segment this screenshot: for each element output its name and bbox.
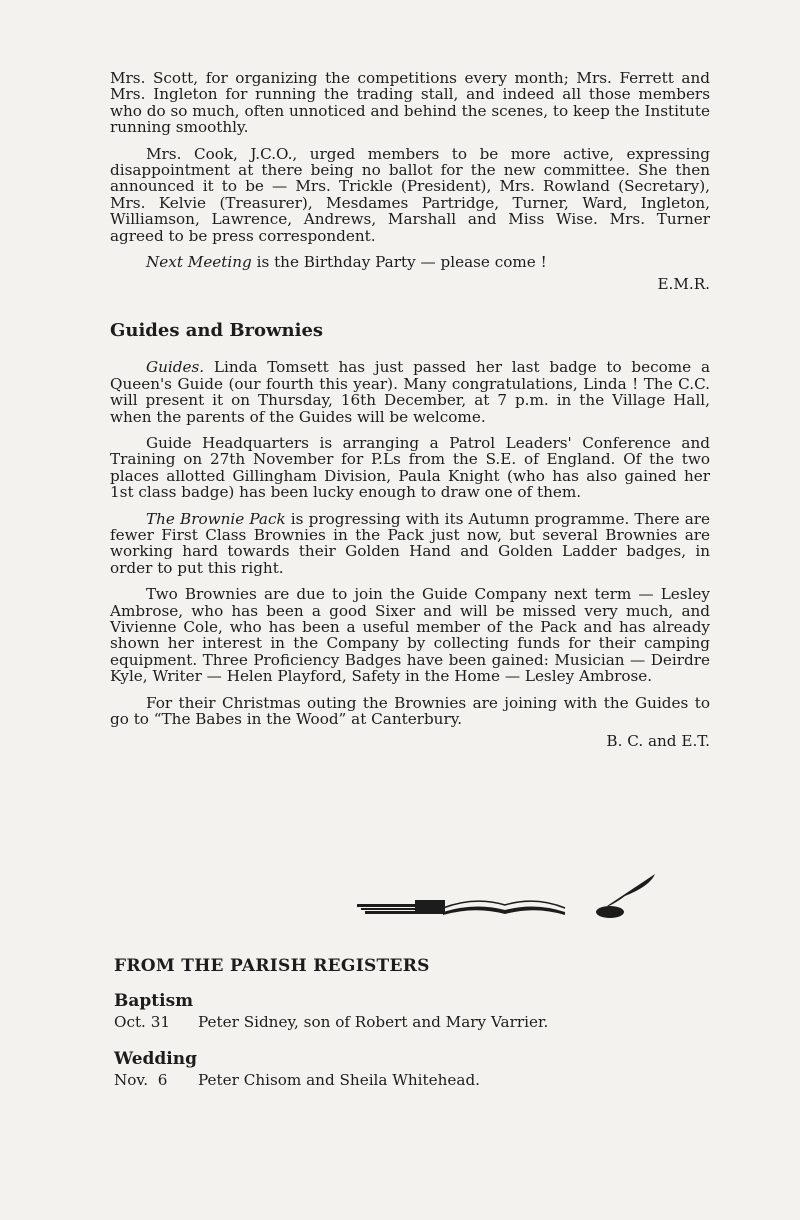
brownie-pack-text: is progressing with its Autumn programme. There are fewer First Class Brownies in the Pack just now, but several Brownies are working hard towards their Golden Hand and Golden Ladder badges, in order to put this right. (110, 509, 710, 577)
brownie-pack-label: The Brownie Pack (146, 509, 286, 528)
guides-label: Guides. (146, 358, 205, 377)
brownie-pack-paragraph (110, 511, 710, 577)
wedding-title: Wedding (114, 1049, 197, 1069)
guides-paragraph-queens-guide (110, 359, 710, 425)
wedding-text: Peter Chisom and Sheila Whitehead. (198, 1071, 480, 1089)
christmas-outing-paragraph: For their Christmas outing the Brownies are joining with the Guides to go to “The Babes in the Wood” at Canterbury. (110, 693, 710, 728)
wi-signature: E.M.R. (657, 275, 710, 294)
baptism-date: Oct. 31 (114, 1013, 171, 1031)
wedding-date: Nov. 6 (114, 1071, 168, 1089)
guides-signature: B. C. and E.T. (606, 732, 710, 751)
wi-next-meeting (110, 254, 710, 270)
brownies-joining-paragraph: Two Brownies are due to join the Guide Company next term — Lesley Ambrose, who has been a good Sixer and will be missed very much, and Vivienne Cole, who has been a useful member of the Pack and has already shown her interest in the Company by collecting funds for their camping equipment. Three Proficiency Badges have been gained: Musician — Deirdre Kyle, Writer — Helen Playford, Safety in the Home — Lesley Ambrose. (110, 585, 710, 686)
book-and-quill-icon (355, 872, 655, 922)
registers-heading: FROM THE PARISH REGISTERS (114, 956, 430, 976)
guides-heading: Guides and Brownies (110, 319, 324, 341)
wi-paragraph-thanks: Mrs. Scott, for organizing the competitions every month; Mrs. Ferrett and Mrs. Ingleton for running the trading stall, and indeed all those members who do so much, often unnoticed and behind the scenes, to keep the Institute running smoothly. (110, 69, 710, 137)
next-meeting-text: is the Birthday Party — please come ! (251, 253, 547, 272)
parish-registers (114, 958, 714, 1109)
next-meeting-label: Next Meeting (146, 253, 252, 272)
guides-text: Linda Tomsett has just passed her last badge to become a Queen's Guide (our fourth this year). Many congratulations, Linda ! The C.C. will present it on Thursday, 16th December, at 7 p.m. in the Village Hall, when the parents of the Guides will be welcome. (110, 358, 710, 426)
guides-paragraph-conference: Guide Headquarters is arranging a Patrol Leaders' Conference and Training on 27th November for P.Ls from the S.E. of England. Of the two places allotted Gillingham Division, Paula Knight (who has also gained her 1st class badge) has been lucky enough to draw one of them. (110, 433, 710, 502)
main-column (110, 70, 710, 750)
baptism-text: Peter Sidney, son of Robert and Mary Varrier. (198, 1013, 549, 1031)
wi-paragraph-committee: Mrs. Cook, J.C.O., urged members to be more active, expressing disappointment at there being no ballot for the new committee. She then announced it to be — Mrs. Trickle (President), Mrs. Rowland (Secretary), Mrs. Kelvie (Treasurer), Mesdames Partridge, Turner, Ward, Ingleton, Williamson, Lawrence, Andrews, Marshall and Miss Wise. Mrs. Turner agreed to be press correspondent. (110, 144, 710, 245)
baptism-entry (114, 1014, 714, 1031)
wedding-entry (114, 1072, 714, 1089)
baptism-title: Baptism (114, 991, 194, 1011)
